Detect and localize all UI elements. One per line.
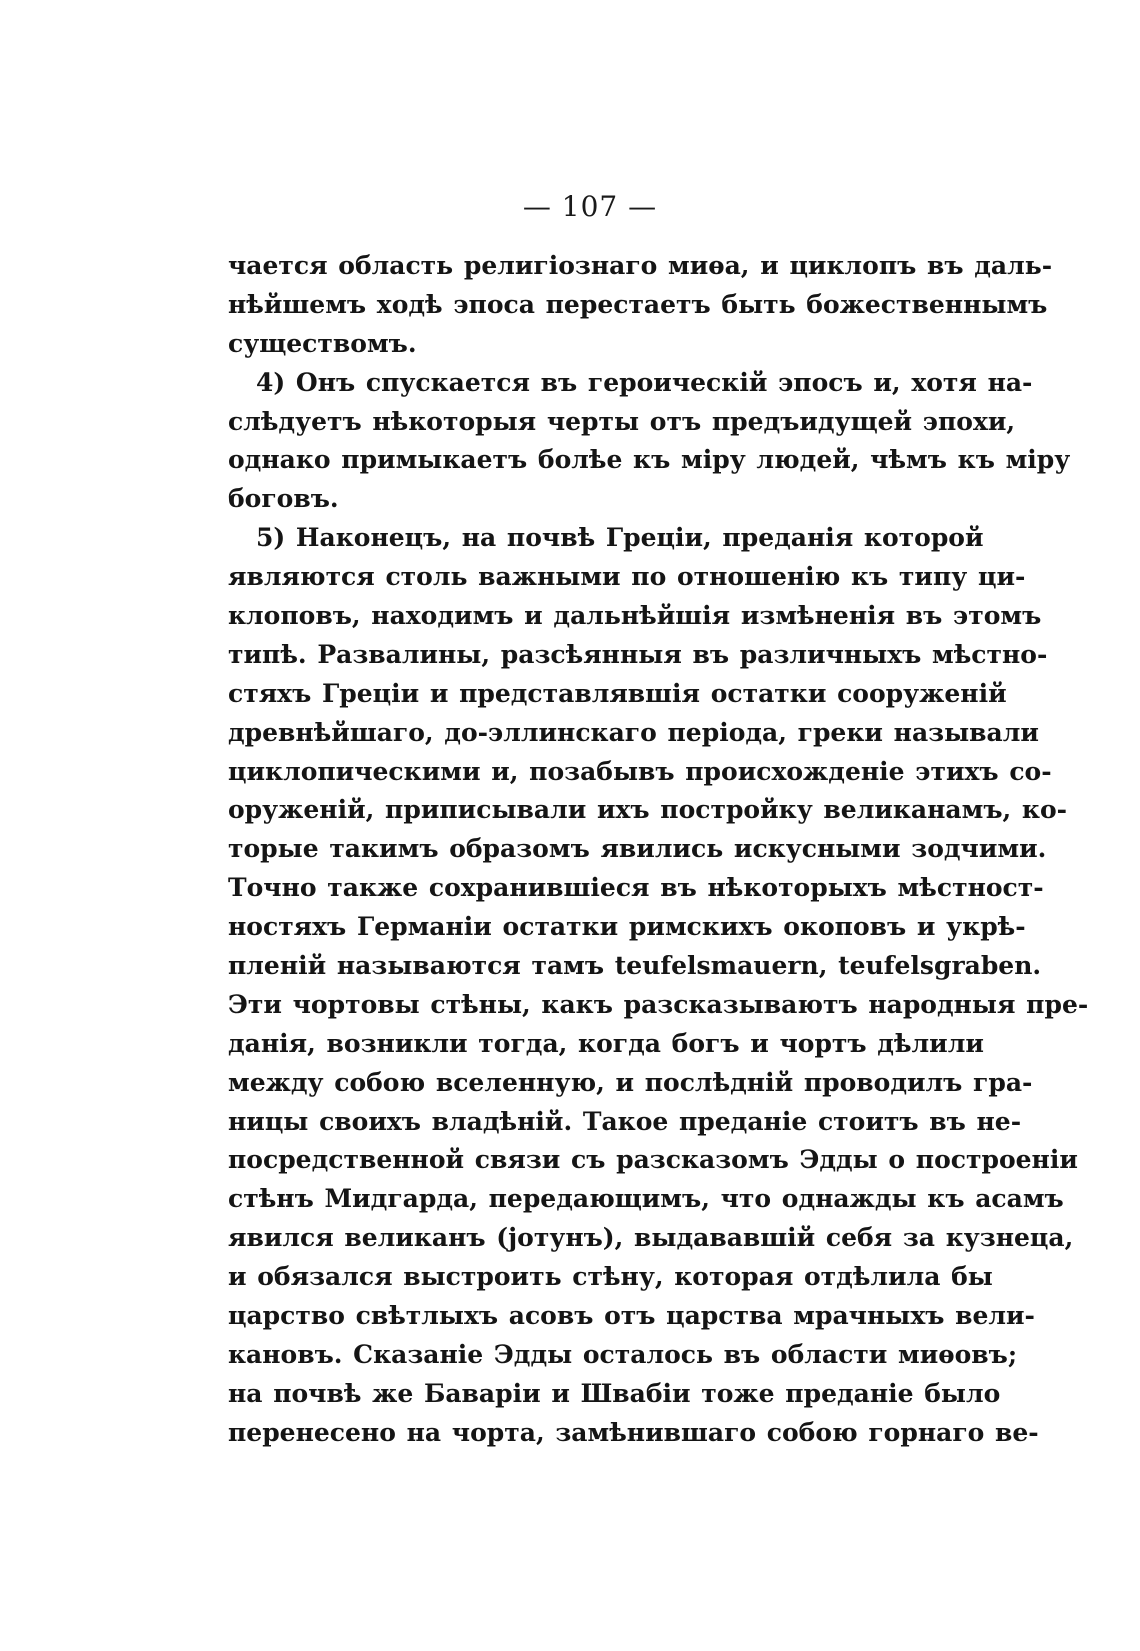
body-text <box>228 247 1089 1453</box>
text-line: древнѣйшаго, до-эллинскаго періода, греки называли <box>228 717 1039 747</box>
text-line: посредственной связи съ разсказомъ Эдды о построеніи <box>228 1145 1078 1175</box>
text-line: оруженій, приписывали ихъ постройку великанамъ, ко- <box>228 795 1068 825</box>
text-line: боговъ. <box>228 484 339 514</box>
text-line: 4) Онъ спускается въ героическій эпосъ и, хотя на- <box>256 367 1033 397</box>
text-line: чается область религіознаго миѳа, и циклопъ въ даль- <box>228 251 1053 280</box>
page-number: — 107 — <box>522 190 658 223</box>
text-line: и обязался выстроить стѣну, которая отдѣлила бы <box>228 1262 993 1292</box>
paragraph <box>228 247 1053 364</box>
text-line: Эти чортовы стѣны, какъ разсказываютъ народныя пре- <box>228 989 1089 1019</box>
text-line: пленій называются тамъ teufelsmauern, teufelsgraben. <box>228 951 1042 981</box>
text-line: циклопическими и, позабывъ происхожденіе этихъ со- <box>228 756 1052 786</box>
text-line: нѣйшемъ ходѣ эпоса перестаетъ быть божественнымъ <box>228 289 1048 319</box>
text-line: 5) Наконецъ, на почвѣ Греціи, преданія которой <box>256 523 984 553</box>
text-line: ностяхъ Германіи остатки римскихъ окоповъ и укрѣ- <box>228 912 1026 942</box>
text-line: Точно также сохранившіеся въ нѣкоторыхъ мѣстност- <box>228 873 1044 903</box>
paragraph <box>228 519 1089 1452</box>
text-line: стѣнъ Мидгарда, передающимъ, что однажды къ асамъ <box>228 1184 1064 1214</box>
text-line: явился великанъ (јотунъ), выдававшій себя за кузнеца, <box>228 1223 1074 1253</box>
paragraph <box>228 364 1071 520</box>
text-line: торые такимъ образомъ явились искусными зодчими. <box>228 834 1047 864</box>
text-line: клоповъ, находимъ и дальнѣйшія измѣненія въ этомъ <box>228 601 1042 631</box>
text-line: существомъ. <box>228 328 417 358</box>
text-line: данія, возникли тогда, когда богъ и чортъ дѣлили <box>228 1028 984 1058</box>
text-line: стяхъ Греціи и представлявшія остатки сооруженій <box>228 678 1007 708</box>
text-line: царство свѣтлыхъ асовъ отъ царства мрачныхъ вели- <box>228 1301 1035 1331</box>
text-line: перенесено на чорта, замѣнившаго собою горнаго ве- <box>228 1417 1039 1447</box>
text-line: слѣдуетъ нѣкоторыя черты отъ предъидущей эпохи, <box>228 406 1016 436</box>
text-line: кановъ. Сказаніе Эдды осталось въ области миѳовъ; <box>228 1339 1018 1369</box>
text-line: ницы своихъ владѣній. Такое преданіе стоитъ въ не- <box>228 1106 1022 1136</box>
text-line: однако примыкаетъ болѣе къ міру людей, чѣмъ къ міру <box>228 445 1071 475</box>
text-line: на почвѣ же Баваріи и Швабіи тоже преданіе было <box>228 1378 1001 1408</box>
text-line: типѣ. Развалины, разсѣянныя въ различныхъ мѣстно- <box>228 639 1048 669</box>
text-line: между собою вселенную, и послѣдній проводилъ гра- <box>228 1067 1033 1097</box>
text-line: являются столь важными по отношенію къ типу ци- <box>228 562 1026 592</box>
